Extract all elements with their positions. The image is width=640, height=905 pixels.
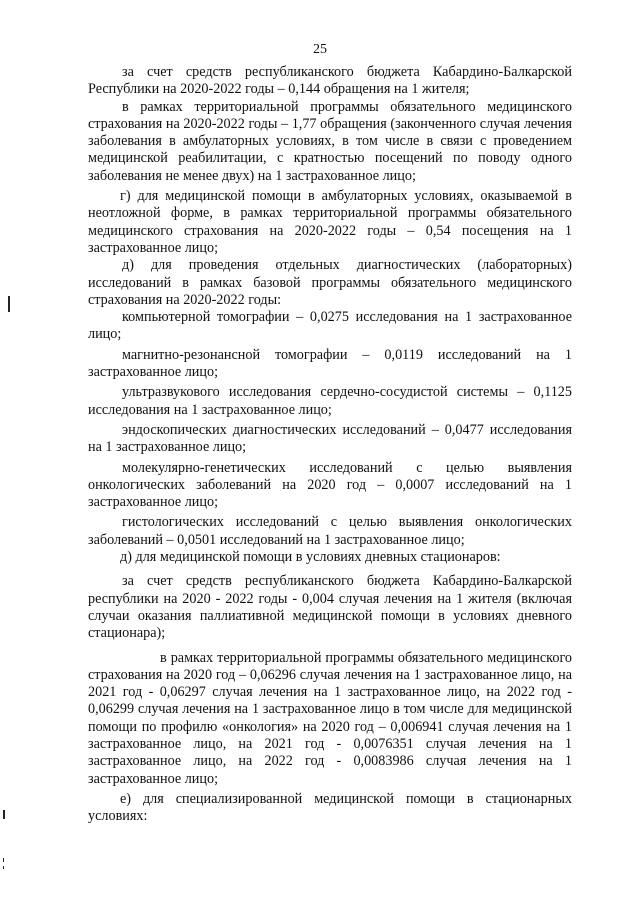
paragraph-histology: гистологических исследований с целью выявления онкологических заболеваний – 0,0501 исследований на 1 застрахованное лицо; xyxy=(88,514,572,548)
paragraph-endoscopy: эндоскопических диагностических исследований – 0,0477 исследования на 1 застрахованное лицо; xyxy=(88,421,572,456)
paragraph-diagnostics-intro: д) для проведения отдельных диагностических (лабораторных) исследований в рамках базовой программы обязательного медицинского страхования на 2020-2022 годы: xyxy=(88,257,572,308)
paragraph-ultrasound: ультразвукового исследования сердечно-сосудистой системы – 0,1125 исследования на 1 застрахованное лицо; xyxy=(88,384,572,418)
page-number: 25 xyxy=(313,42,327,57)
scan-mark xyxy=(3,810,5,819)
paragraph-day-hospital-intro: д) для медицинской помощи в условиях дневных стационаров: xyxy=(120,549,501,566)
scan-mark xyxy=(8,296,10,312)
paragraph-specialized-care: е) для специализированной медицинской помощи в стационарных условиях: xyxy=(88,790,572,825)
paragraph-oms-visits: в рамках территориальной программы обязательного медицинского страхования на 2020-2022 годы – 1,77 обращения (законченного случая лечения заболевания в амбулаторных условиях, в том числе в связи с проведением медицинской реабилитации, с кратностью посещений по поводу одного заболевания не менее двух) на 1 застрахованное лицо; xyxy=(88,98,572,184)
scan-mark xyxy=(3,866,4,869)
paragraph-mri: магнитно-резонансной томографии – 0,0119 исследований на 1 застрахованное лицо; xyxy=(88,346,572,381)
scan-mark xyxy=(3,858,4,862)
paragraph-republic-budget-visits: за счет средств республиканского бюджета Кабардино-Балкарской Республики на 2020-2022 годы – 0,144 обращения на 1 жителя; xyxy=(88,64,572,98)
document-body xyxy=(88,64,572,825)
paragraph-day-hospital-oms: в рамках территориальной программы обязательного медицинского страхования на 2020 год – 0,06296 случая лечения на 1 застрахованное лицо, на 2021 год - 0,06297 случая лечения на 1 застрахованное лицо, на 2022 год - 0,06299 случая лечения на 1 застрахованное лицо в том числе для медицинской помощи по профилю «онкология» на 2020 год – 0,006941 случая лечения на 1 застрахованное лицо, на 2021 год - 0,0076351 случая лечения на 1 застрахованное лицо, на 2022 год - 0,0083986 случая лечения на 1 застрахованное лицо; xyxy=(88,649,572,787)
paragraph-day-hospital-republic: за счет средств республиканского бюджета Кабардино-Балкарской республики на 2020 - 2022 годы - 0,004 случая лечения на 1 жителя (включая случаи оказания паллиативной медицинской помощи в условиях дневного стационара); xyxy=(88,573,572,642)
paragraph-molecular-genetic: молекулярно-генетических исследований с целью выявления онкологических заболеваний на 2020 год – 0,0007 исследований на 1 застрахованное лицо; xyxy=(88,459,572,511)
paragraph-emergency-care: г) для медицинской помощи в амбулаторных условиях, оказываемой в неотложной форме, в рамках территориальной программы обязательного медицинского страхования на 2020-2022 годы – 0,54 посещения на 1 застрахованное лицо; xyxy=(88,188,572,256)
paragraph-ct: компьютерной томографии – 0,0275 исследования на 1 застрахованное лицо; xyxy=(88,309,572,343)
